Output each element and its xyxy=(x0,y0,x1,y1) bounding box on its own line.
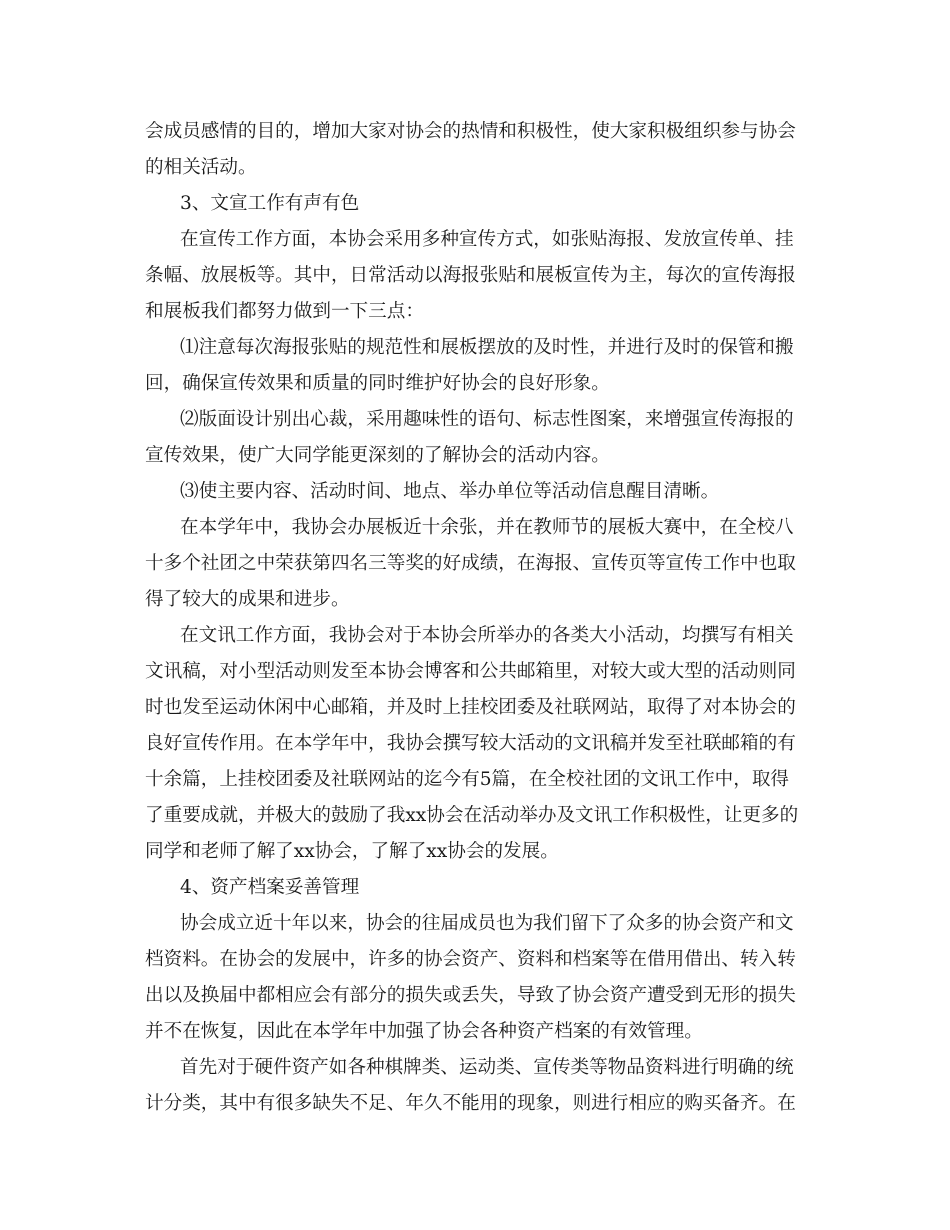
text-line: 十余篇，上挂校团委及社联网站的迄今有5篇，在全校社团的文讯工作中，取得 xyxy=(145,769,790,790)
list-item-line: ⑶使主要内容、活动时间、地点、举办单位等活动信息醒目清晰。 xyxy=(180,481,720,502)
list-item-line: ⑵版面设计别出心裁，采用趣味性的语句、标志性图案，来增强宣传海报的 xyxy=(180,409,794,430)
text-line: 的相关活动。 xyxy=(145,157,257,178)
text-line: 同学和老师了解了xx协会，了解了xx协会的发展。 xyxy=(145,841,559,862)
text-line: 时也发至运动休闲中心邮箱，并及时上挂校团委及社联网站，取得了对本协会的 xyxy=(145,697,796,718)
text-line: 并不在恢复，因此在本学年中加强了协会各种资产档案的有效管理。 xyxy=(145,1021,703,1042)
text-line: 出以及换届中都相应会有部分的损失或丢失，导致了协会资产遭受到无形的损失 xyxy=(145,985,796,1006)
list-item-line: 宣传效果，使广大同学能更深刻的了解协会的活动内容。 xyxy=(145,445,610,466)
text-line: 在本学年中，我协会办展板近十余张，并在教师节的展板大赛中，在全校八 xyxy=(180,517,794,538)
text-line: 得了较大的成果和进步。 xyxy=(145,589,350,610)
section-heading: 4、资产档案妥善管理 xyxy=(180,877,360,898)
text-line: 会成员感情的目的，增加大家对协会的热情和积极性，使大家积极组织参与协会 xyxy=(145,121,796,142)
text-line: 在宣传工作方面，本协会采用多种宣传方式，如张贴海报、发放宣传单、挂 xyxy=(180,229,794,250)
text-line: 首先对于硬件资产如各种棋牌类、运动类、宣传类等物品资料进行明确的统 xyxy=(180,1057,794,1078)
text-line: 协会成立近十年以来，协会的往届成员也为我们留下了众多的协会资产和文 xyxy=(180,913,794,934)
list-item-line: ⑴注意每次海报张贴的规范性和展板摆放的及时性，并进行及时的保管和搬 xyxy=(180,337,794,358)
list-item-line: 回，确保宣传效果和质量的同时维护好协会的良好形象。 xyxy=(145,373,610,394)
text-line: 在文讯工作方面，我协会对于本协会所举办的各类大小活动，均撰写有相关 xyxy=(180,625,794,646)
text-line: 条幅、放展板等。其中，日常活动以海报张贴和展板宣传为主，每次的宣传海报 xyxy=(145,265,796,286)
text-line: 文讯稿，对小型活动则发至本协会博客和公共邮箱里，对较大或大型的活动则同 xyxy=(145,661,796,682)
text-line: 档资料。在协会的发展中，许多的协会资产、资料和档案等在借用借出、转入转 xyxy=(145,949,796,970)
text-line: 良好宣传作用。在本学年中，我协会撰写较大活动的文讯稿并发至社联邮箱的有 xyxy=(145,733,796,754)
section-heading: 3、文宣工作有声有色 xyxy=(180,193,360,214)
text-line: 计分类，其中有很多缺失不足、年久不能用的现象，则进行相应的购买备齐。在 xyxy=(145,1093,796,1114)
text-line: 了重要成就，并极大的鼓励了我xx协会在活动举办及文讯工作积极性，让更多的 xyxy=(145,805,799,826)
text-line: 十多个社团之中荣获第四名三等奖的好成绩，在海报、宣传页等宣传工作中也取 xyxy=(145,553,796,574)
text-line: 和展板我们都努力做到一下三点： xyxy=(145,301,424,322)
